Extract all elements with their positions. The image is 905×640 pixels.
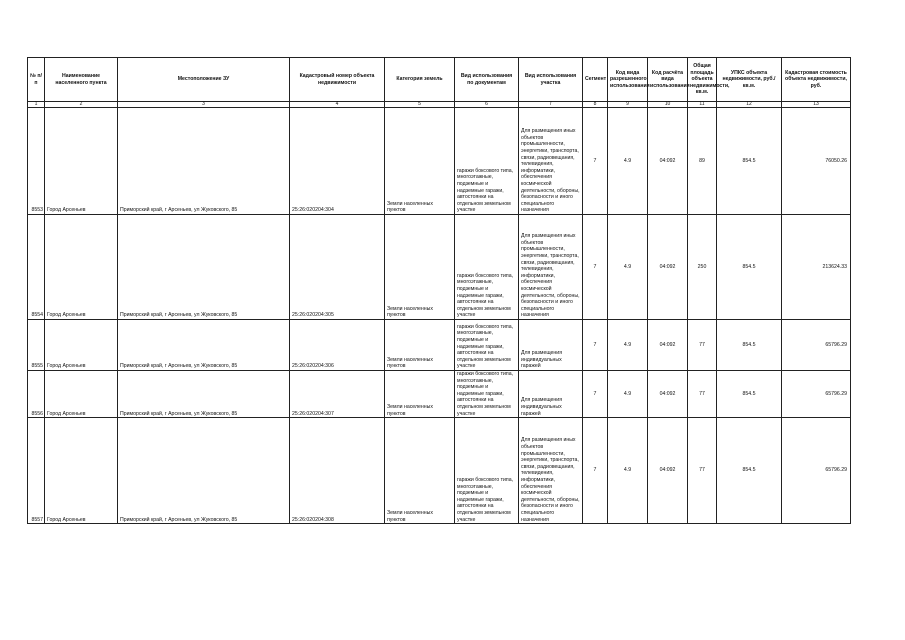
location-cell: Приморский край, г Арсеньев, ул Жуковского, 85 — [118, 371, 290, 418]
permitted-use-code-cell: 4.9 — [608, 371, 648, 418]
use-by-documents-cell: гаражи боксового типа, многоэтажные, подземные и надземные гаражи, автостоянки на отдельном земельном участке — [455, 418, 519, 524]
column-header: Кадастровая стоимость объекта недвижимости, руб. — [782, 58, 851, 102]
area-cell: 89 — [688, 108, 717, 215]
column-header: Кадастровый номер объекта недвижимости — [290, 58, 385, 102]
plot-use-cell: Для размещения индивидуальных гаражей — [519, 320, 583, 371]
row-number: 8557 — [28, 418, 45, 524]
row-number: 8556 — [28, 371, 45, 418]
plot-use-cell: Для размещения индивидуальных гаражей — [519, 371, 583, 418]
settlement-cell: Город Арсеньев — [45, 215, 118, 320]
segment-cell: 7 — [583, 418, 608, 524]
column-number: 12 — [717, 102, 782, 108]
upks-cell: 854.5 — [717, 320, 782, 371]
column-number: 7 — [519, 102, 583, 108]
column-number: 3 — [118, 102, 290, 108]
cadastral-cost-cell: 65796.29 — [782, 320, 851, 371]
settlement-cell: Город Арсеньев — [45, 418, 118, 524]
location-cell: Приморский край, г Арсеньев, ул Жуковского, 85 — [118, 215, 290, 320]
column-header: Вид использования участка — [519, 58, 583, 102]
location-cell: Приморский край, г Арсеньев, ул Жуковского, 85 — [118, 320, 290, 371]
table-row — [28, 320, 851, 371]
table-row — [28, 215, 851, 320]
column-number: 13 — [782, 102, 851, 108]
column-number: 2 — [45, 102, 118, 108]
area-cell: 77 — [688, 320, 717, 371]
column-header: Местоположение ЗУ — [118, 58, 290, 102]
area-cell: 250 — [688, 215, 717, 320]
column-header: Код расчёта вида использования — [648, 58, 688, 102]
row-number: 8554 — [28, 215, 45, 320]
land-category-cell: Земли населенных пунктов — [385, 371, 455, 418]
use-calc-code-cell: 04:092 — [648, 215, 688, 320]
cadastral-cost-cell: 213624.33 — [782, 215, 851, 320]
cadastral-cost-cell: 76050.26 — [782, 108, 851, 215]
column-header: Вид использования по документам — [455, 58, 519, 102]
use-by-documents-cell: гаражи боксового типа, многоэтажные, подземные и надземные гаражи, автостоянки на отдельном земельном участке — [455, 320, 519, 371]
header-row — [28, 58, 851, 102]
use-calc-code-cell: 04:092 — [648, 371, 688, 418]
settlement-cell: Город Арсеньев — [45, 320, 118, 371]
land-category-cell: Земли населенных пунктов — [385, 215, 455, 320]
column-number: 11 — [688, 102, 717, 108]
permitted-use-code-cell: 4.9 — [608, 418, 648, 524]
row-number: 8553 — [28, 108, 45, 215]
column-number: 10 — [648, 102, 688, 108]
cadastral-number-cell: 25:26:020204:308 — [290, 418, 385, 524]
permitted-use-code-cell: 4.9 — [608, 215, 648, 320]
cadastral-number-cell: 25:26:020204:304 — [290, 108, 385, 215]
column-number: 1 — [28, 102, 45, 108]
column-number: 8 — [583, 102, 608, 108]
cadastral-number-cell: 25:26:020204:305 — [290, 215, 385, 320]
column-number: 4 — [290, 102, 385, 108]
use-by-documents-cell: гаражи боксового типа, многоэтажные, подземные и надземные гаражи, автостоянки на отдельном земельном участке — [455, 215, 519, 320]
upks-cell: 854.5 — [717, 215, 782, 320]
column-number: 6 — [455, 102, 519, 108]
settlement-cell: Город Арсеньев — [45, 371, 118, 418]
upks-cell: 854.5 — [717, 108, 782, 215]
column-header: Общая площадь объекта недвижимости, кв.м. — [688, 58, 717, 102]
location-cell: Приморский край, г Арсеньев, ул Жуковского, 85 — [118, 418, 290, 524]
use-by-documents-cell: гаражи боксового типа, многоэтажные, подземные и надземные гаражи, автостоянки на отдельном земельном участке — [455, 371, 519, 418]
land-category-cell: Земли населенных пунктов — [385, 320, 455, 371]
table-row — [28, 418, 851, 524]
column-header: УПКС объекта недвижимости, руб./кв.м. — [717, 58, 782, 102]
location-cell: Приморский край, г Арсеньев, ул Жуковского, 85 — [118, 108, 290, 215]
cadastral-number-cell: 25:26:020204:307 — [290, 371, 385, 418]
use-calc-code-cell: 04:092 — [648, 108, 688, 215]
segment-cell: 7 — [583, 108, 608, 215]
cadastral-value-table — [27, 57, 851, 524]
use-calc-code-cell: 04:092 — [648, 418, 688, 524]
row-number: 8555 — [28, 320, 45, 371]
use-calc-code-cell: 04:092 — [648, 320, 688, 371]
permitted-use-code-cell: 4.9 — [608, 320, 648, 371]
upks-cell: 854.5 — [717, 418, 782, 524]
column-number: 9 — [608, 102, 648, 108]
segment-cell: 7 — [583, 320, 608, 371]
cadastral-cost-cell: 65796.29 — [782, 418, 851, 524]
column-header: Наименование населенного пункта — [45, 58, 118, 102]
use-by-documents-cell: гаражи боксового типа, многоэтажные, подземные и надземные гаражи, автостоянки на отдельном земельном участке — [455, 108, 519, 215]
land-category-cell: Земли населенных пунктов — [385, 418, 455, 524]
cadastral-cost-cell: 65796.29 — [782, 371, 851, 418]
cadastral-number-cell: 25:26:020204:306 — [290, 320, 385, 371]
column-number: 5 — [385, 102, 455, 108]
table-body — [28, 108, 851, 524]
segment-cell: 7 — [583, 371, 608, 418]
upks-cell: 854.5 — [717, 371, 782, 418]
land-category-cell: Земли населенных пунктов — [385, 108, 455, 215]
plot-use-cell: Для размещения иных объектов промышленности, энергетики, транспорта, связи, радиовещания, телевидения, информатики, обеспечения космической деятельности, обороны, безопасности и иного специального назначения — [519, 215, 583, 320]
area-cell: 77 — [688, 371, 717, 418]
cadastral-table-sheet — [27, 57, 849, 524]
column-header: Сегмент — [583, 58, 608, 102]
table-row — [28, 108, 851, 215]
column-header: № п/п — [28, 58, 45, 102]
table-row — [28, 371, 851, 418]
permitted-use-code-cell: 4.9 — [608, 108, 648, 215]
area-cell: 77 — [688, 418, 717, 524]
column-header: Категория земель — [385, 58, 455, 102]
plot-use-cell: Для размещения иных объектов промышленности, энергетики, транспорта, связи, радиовещания, телевидения, информатики, обеспечения космической деятельности, обороны, безопасности и иного специального назначения — [519, 108, 583, 215]
segment-cell: 7 — [583, 215, 608, 320]
plot-use-cell: Для размещения иных объектов промышленности, энергетики, транспорта, связи, радиовещания, телевидения, информатики, обеспечения космической деятельности, обороны, безопасности и иного специального назначения — [519, 418, 583, 524]
settlement-cell: Город Арсеньев — [45, 108, 118, 215]
column-header: Код вида разрешенного использования — [608, 58, 648, 102]
